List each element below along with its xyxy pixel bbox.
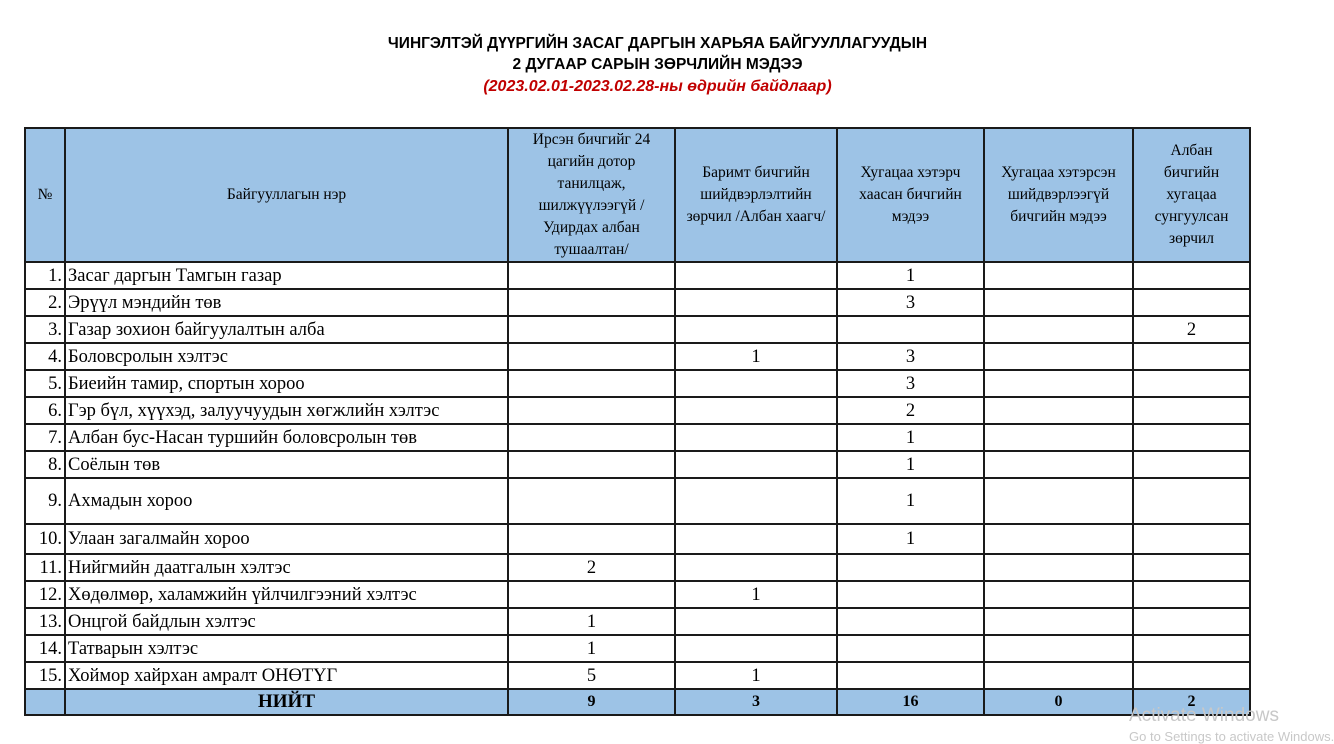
cell-overdue-unresolved xyxy=(984,316,1133,343)
cell-not-forwarded-24h xyxy=(508,424,675,451)
total-c3: 16 xyxy=(837,689,984,715)
org-name: Онцгой байдлын хэлтэс xyxy=(65,608,508,635)
cell-closed-overdue xyxy=(837,662,984,689)
cell-deadline-extension xyxy=(1133,478,1250,524)
cell-closed-overdue: 1 xyxy=(837,478,984,524)
org-name: Биеийн тамир, спортын хороо xyxy=(65,370,508,397)
cell-not-forwarded-24h xyxy=(508,289,675,316)
cell-deadline-extension xyxy=(1133,370,1250,397)
org-name: Хөдөлмөр, халамжийн үйлчилгээний хэлтэс xyxy=(65,581,508,608)
cell-overdue-unresolved xyxy=(984,662,1133,689)
cell-not-forwarded-24h: 5 xyxy=(508,662,675,689)
cell-deadline-extension xyxy=(1133,608,1250,635)
total-row xyxy=(25,689,1250,715)
cell-closed-overdue: 2 xyxy=(837,397,984,424)
row-number: 2. xyxy=(25,289,65,316)
table-row xyxy=(25,554,1250,581)
cell-overdue-unresolved xyxy=(984,262,1133,289)
cell-not-forwarded-24h xyxy=(508,524,675,554)
table-row xyxy=(25,397,1250,424)
table-header-row xyxy=(25,128,1250,262)
cell-not-forwarded-24h xyxy=(508,343,675,370)
col-header-closed-overdue: Хугацаа хэтэрч хаасан бичгийн мэдээ xyxy=(837,128,984,262)
cell-document-handling-violation xyxy=(675,262,837,289)
cell-deadline-extension xyxy=(1133,424,1250,451)
table-row xyxy=(25,635,1250,662)
cell-not-forwarded-24h xyxy=(508,451,675,478)
total-c2: 3 xyxy=(675,689,837,715)
cell-deadline-extension: 2 xyxy=(1133,316,1250,343)
row-number: 15. xyxy=(25,662,65,689)
org-name: Улаан загалмайн хороо xyxy=(65,524,508,554)
table-row xyxy=(25,343,1250,370)
col-header-deadline-extension: Албан бичгийн хугацаа сунгуулсан зөрчил xyxy=(1133,128,1250,262)
cell-deadline-extension xyxy=(1133,262,1250,289)
cell-closed-overdue: 3 xyxy=(837,289,984,316)
cell-overdue-unresolved xyxy=(984,554,1133,581)
row-number: 10. xyxy=(25,524,65,554)
org-name: Газар зохион байгуулалтын алба xyxy=(65,316,508,343)
org-name: Татварын хэлтэс xyxy=(65,635,508,662)
cell-overdue-unresolved xyxy=(984,397,1133,424)
cell-not-forwarded-24h xyxy=(508,316,675,343)
cell-document-handling-violation xyxy=(675,424,837,451)
row-number: 11. xyxy=(25,554,65,581)
org-name: Нийгмийн даатгалын хэлтэс xyxy=(65,554,508,581)
cell-overdue-unresolved xyxy=(984,478,1133,524)
total-label: НИЙТ xyxy=(65,689,508,715)
cell-closed-overdue xyxy=(837,581,984,608)
org-name: Засаг даргын Тамгын газар xyxy=(65,262,508,289)
activate-windows-watermark: Activate Windows xyxy=(1129,705,1279,726)
activate-windows-hint: Go to Settings to activate Windows. xyxy=(1129,729,1334,744)
row-number: 12. xyxy=(25,581,65,608)
cell-not-forwarded-24h xyxy=(508,478,675,524)
table-row xyxy=(25,478,1250,524)
row-number: 13. xyxy=(25,608,65,635)
org-name: Боловсролын хэлтэс xyxy=(65,343,508,370)
cell-not-forwarded-24h: 1 xyxy=(508,635,675,662)
report-title-line2: 2 ДУГААР САРЫН ЗӨРЧЛИЙН МЭДЭЭ xyxy=(512,56,803,73)
cell-not-forwarded-24h xyxy=(508,581,675,608)
cell-deadline-extension xyxy=(1133,343,1250,370)
cell-overdue-unresolved xyxy=(984,524,1133,554)
table-row xyxy=(25,451,1250,478)
total-c1: 9 xyxy=(508,689,675,715)
cell-document-handling-violation: 1 xyxy=(675,343,837,370)
total-c4: 0 xyxy=(984,689,1133,715)
cell-not-forwarded-24h xyxy=(508,370,675,397)
table-row xyxy=(25,662,1250,689)
cell-deadline-extension xyxy=(1133,524,1250,554)
cell-deadline-extension xyxy=(1133,581,1250,608)
cell-deadline-extension xyxy=(1133,451,1250,478)
cell-not-forwarded-24h: 1 xyxy=(508,608,675,635)
cell-closed-overdue xyxy=(837,635,984,662)
cell-document-handling-violation xyxy=(675,451,837,478)
cell-document-handling-violation: 1 xyxy=(675,662,837,689)
cell-deadline-extension xyxy=(1133,554,1250,581)
cell-not-forwarded-24h xyxy=(508,397,675,424)
table-row xyxy=(25,581,1250,608)
cell-document-handling-violation xyxy=(675,635,837,662)
cell-document-handling-violation xyxy=(675,524,837,554)
cell-document-handling-violation xyxy=(675,397,837,424)
report-title-line1: ЧИНГЭЛТЭЙ ДҮҮРГИЙН ЗАСАГ ДАРГЫН ХАРЬЯА БАЙГУУЛЛАГУУДЫН xyxy=(387,35,928,52)
org-name: Ахмадын хороо xyxy=(65,478,508,524)
cell-closed-overdue: 1 xyxy=(837,451,984,478)
report-date-range: (2023.02.01-2023.02.28-ны өдрийн байдлаар) xyxy=(483,78,832,95)
row-number: 3. xyxy=(25,316,65,343)
cell-document-handling-violation xyxy=(675,370,837,397)
cell-overdue-unresolved xyxy=(984,451,1133,478)
cell-overdue-unresolved xyxy=(984,289,1133,316)
row-number: 4. xyxy=(25,343,65,370)
table-row xyxy=(25,524,1250,554)
cell-document-handling-violation xyxy=(675,289,837,316)
cell-overdue-unresolved xyxy=(984,581,1133,608)
cell-overdue-unresolved xyxy=(984,343,1133,370)
row-number: 5. xyxy=(25,370,65,397)
cell-closed-overdue: 1 xyxy=(837,262,984,289)
cell-overdue-unresolved xyxy=(984,424,1133,451)
cell-deadline-extension xyxy=(1133,635,1250,662)
cell-not-forwarded-24h: 2 xyxy=(508,554,675,581)
cell-overdue-unresolved xyxy=(984,635,1133,662)
total-number-cell xyxy=(25,689,65,715)
table-row xyxy=(25,424,1250,451)
cell-document-handling-violation xyxy=(675,608,837,635)
row-number: 9. xyxy=(25,478,65,524)
cell-deadline-extension xyxy=(1133,397,1250,424)
table-row xyxy=(25,370,1250,397)
org-name: Гэр бүл, хүүхэд, залуучуудын хөгжлийн хэлтэс xyxy=(65,397,508,424)
cell-closed-overdue: 3 xyxy=(837,343,984,370)
row-number: 14. xyxy=(25,635,65,662)
cell-closed-overdue xyxy=(837,554,984,581)
col-header-number: № xyxy=(25,128,65,262)
table-row xyxy=(25,608,1250,635)
row-number: 8. xyxy=(25,451,65,478)
violations-table xyxy=(24,127,1251,716)
col-header-document-handling-violation: Баримт бичгийн шийдвэрлэлтийн зөрчил /Албан хаагч/ xyxy=(675,128,837,262)
cell-document-handling-violation xyxy=(675,316,837,343)
table-row xyxy=(25,289,1250,316)
cell-document-handling-violation xyxy=(675,478,837,524)
table-row xyxy=(25,316,1250,343)
cell-overdue-unresolved xyxy=(984,608,1133,635)
org-name: Соёлын төв xyxy=(65,451,508,478)
cell-document-handling-violation: 1 xyxy=(675,581,837,608)
total-c5: 2 xyxy=(1133,689,1250,715)
cell-closed-overdue: 1 xyxy=(837,524,984,554)
cell-deadline-extension xyxy=(1133,289,1250,316)
col-header-org-name: Байгууллагын нэр xyxy=(65,128,508,262)
table-row xyxy=(25,262,1250,289)
cell-deadline-extension xyxy=(1133,662,1250,689)
row-number: 7. xyxy=(25,424,65,451)
org-name: Эрүүл мэндийн төв xyxy=(65,289,508,316)
col-header-not-forwarded-24h: Ирсэн бичгийг 24 цагийн дотор танилцаж, шилжүүлээгүй /Удирдах албан тушаалтан/ xyxy=(508,128,675,262)
cell-overdue-unresolved xyxy=(984,370,1133,397)
cell-document-handling-violation xyxy=(675,554,837,581)
cell-closed-overdue xyxy=(837,316,984,343)
org-name: Хоймор хайрхан амралт ОНӨТҮГ xyxy=(65,662,508,689)
org-name: Албан бус-Насан туршийн боловсролын төв xyxy=(65,424,508,451)
row-number: 6. xyxy=(25,397,65,424)
cell-closed-overdue: 3 xyxy=(837,370,984,397)
cell-closed-overdue: 1 xyxy=(837,424,984,451)
row-number: 1. xyxy=(25,262,65,289)
cell-not-forwarded-24h xyxy=(508,262,675,289)
cell-closed-overdue xyxy=(837,608,984,635)
col-header-overdue-unresolved: Хугацаа хэтэрсэн шийдвэрлээгүй бичгийн мэдээ xyxy=(984,128,1133,262)
